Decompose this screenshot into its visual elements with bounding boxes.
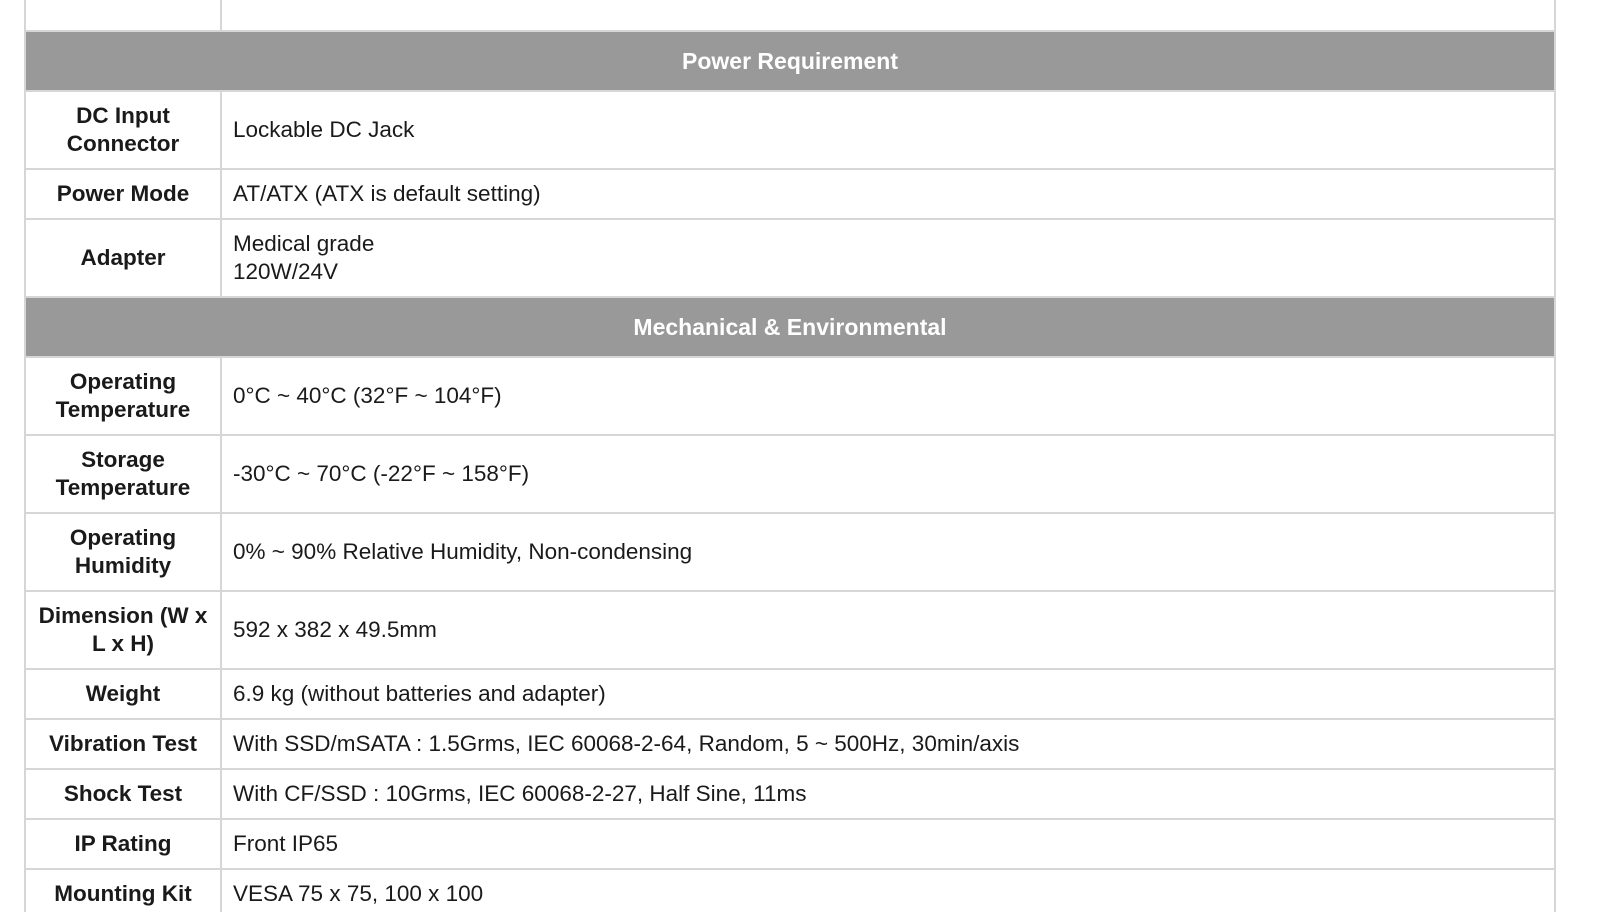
table-row (25, 0, 1555, 31)
value-line: VESA 75 x 75, 100 x 100 (233, 881, 484, 906)
table-row (25, 591, 1555, 669)
row-value (221, 769, 1555, 819)
table-row (25, 719, 1555, 769)
row-value (221, 591, 1555, 669)
row-value (221, 219, 1555, 297)
value-line: Medical grade (233, 231, 375, 256)
row-label: Vibration Test (25, 719, 221, 769)
row-label: Power Mode (25, 169, 221, 219)
value-line: With SSD/mSATA : 1.5Grms, IEC 60068-2-64, Random, 5 ~ 500Hz, 30min/axis (233, 731, 1020, 756)
row-label: IP Rating (25, 819, 221, 869)
row-label: Dimension (W x L x H) (25, 591, 221, 669)
table-row (25, 357, 1555, 435)
row-value (221, 513, 1555, 591)
row-label: Weight (25, 669, 221, 719)
row-value (221, 669, 1555, 719)
section-header-power-requirement (25, 31, 1555, 91)
table-row (25, 435, 1555, 513)
row-label: Operating Temperature (25, 357, 221, 435)
row-label: Mounting Kit (25, 869, 221, 912)
spec-table-container (24, 0, 1556, 912)
value-line: -30°C ~ 70°C (-22°F ~ 158°F) (233, 461, 530, 486)
row-value (221, 169, 1555, 219)
table-row (25, 769, 1555, 819)
row-value (221, 719, 1555, 769)
row-label: Storage Temperature (25, 435, 221, 513)
row-label: Shock Test (25, 769, 221, 819)
table-row (25, 669, 1555, 719)
table-row (25, 169, 1555, 219)
section-title: Mechanical & Environmental (25, 297, 1555, 357)
table-row (25, 219, 1555, 297)
section-header-mechanical-environmental (25, 297, 1555, 357)
value-line: AT/ATX (ATX is default setting) (233, 181, 541, 206)
table-row (25, 819, 1555, 869)
row-value (221, 869, 1555, 912)
row-label (25, 0, 221, 31)
value-line: 6.9 kg (without batteries and adapter) (233, 681, 606, 706)
value-line: 120W/24V (233, 259, 339, 284)
row-value (221, 819, 1555, 869)
row-label: DC Input Connector (25, 91, 221, 169)
value-line: 592 x 382 x 49.5mm (233, 617, 437, 642)
spec-table (24, 0, 1556, 912)
table-row (25, 513, 1555, 591)
value-line: 0% ~ 90% Relative Humidity, Non-condensing (233, 539, 693, 564)
table-row (25, 869, 1555, 912)
value-line: 0°C ~ 40°C (32°F ~ 104°F) (233, 383, 502, 408)
row-value (221, 435, 1555, 513)
row-label: Adapter (25, 219, 221, 297)
value-line: Lockable DC Jack (233, 117, 415, 142)
row-value (221, 0, 1555, 31)
row-label: Operating Humidity (25, 513, 221, 591)
row-value (221, 91, 1555, 169)
value-line: With CF/SSD : 10Grms, IEC 60068-2-27, Half Sine, 11ms (233, 781, 807, 806)
section-title: Power Requirement (25, 31, 1555, 91)
row-value (221, 357, 1555, 435)
table-row (25, 91, 1555, 169)
value-line: Front IP65 (233, 831, 339, 856)
